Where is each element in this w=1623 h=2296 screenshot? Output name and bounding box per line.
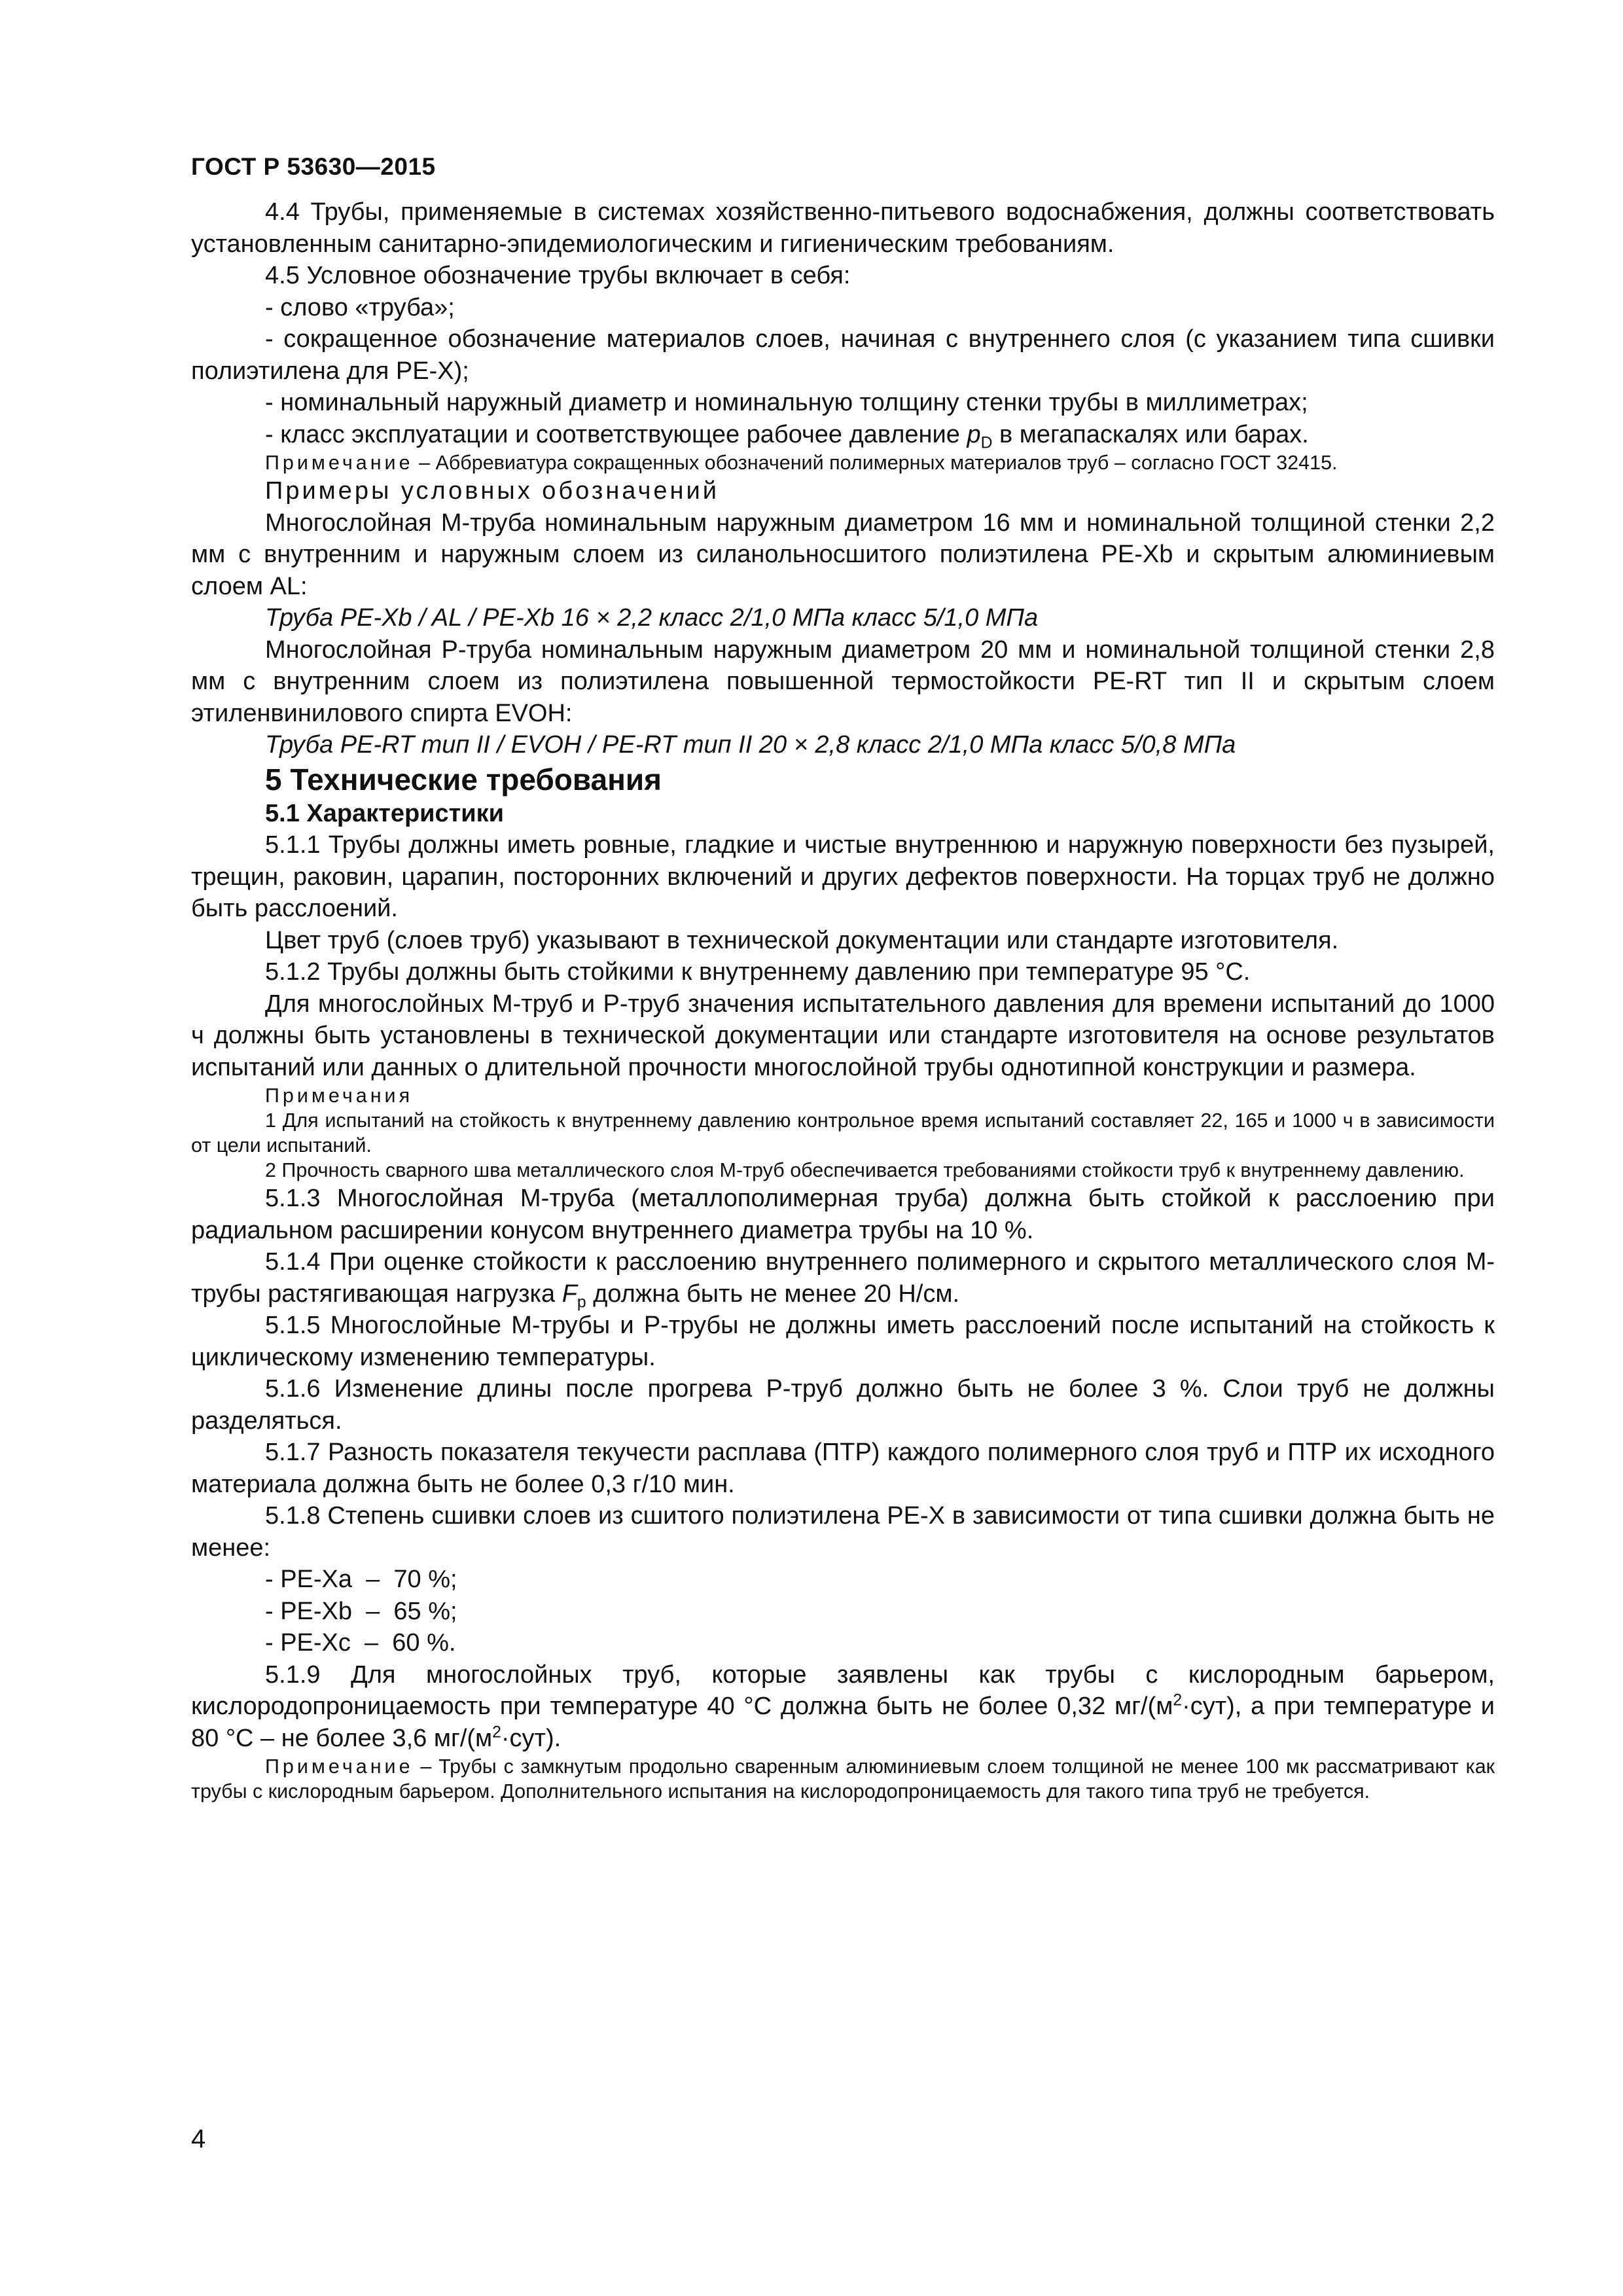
note-text: – Трубы с замкнутым продольно сваренным алюминиевым слоем толщиной не менее 100 мк рассматривают как трубы с кислородным барьером. Дополнительного испытания на кислородопроницаемость для такого типа труб не требуется. <box>191 1755 1495 1803</box>
paragraph-text: ·сут). <box>501 1724 562 1752</box>
list-item <box>191 419 1495 451</box>
list-item-text: - класс эксплуатации и соответствующее рабочее давление <box>265 420 967 448</box>
note-item: 1 Для испытаний на стойкость к внутреннему давлению контрольное время испытаний составляет 22, 165 и 1000 ч в зависимости от цели испытаний. <box>191 1109 1495 1157</box>
note-oxygen-barrier <box>191 1754 1495 1804</box>
superscript: 2 <box>1173 1691 1183 1710</box>
example-description: Многослойная М-труба номинальным наружным диаметром 16 мм и номинальной толщиной стенки 2,2 мм с внутренним и наружным слоем из силанольносшитого полиэтилена PE-Xb и скрытым алюминиевым слоем AL: <box>191 509 1495 600</box>
subsection-title: 5.1 Характеристики <box>265 799 505 827</box>
paragraph-text: 5.1.9 Для многослойных труб, которые заявлены как трубы с кислородным барьером, кислородопроницаемость при температуре 40 °С должна быть не более 0,32 мг/(м <box>191 1660 1495 1720</box>
paragraph-text: ·сут), а при температуре и 80 °С – не более 3,6 мг/(м <box>191 1693 1495 1752</box>
paragraph-5-1-7: 5.1.7 Разность показателя текучести расплава (ПТР) каждого полимерного слоя труб и ПТР их исходного материала должна быть не более 0,3 г/10 мин. <box>191 1439 1495 1498</box>
note-label: Примечание <box>265 1755 414 1778</box>
note-label: Примечание <box>265 452 414 474</box>
document-body <box>191 196 1495 1804</box>
examples-label: Примеры условных обозначений <box>265 477 719 505</box>
paragraph-text: должна быть не менее 20 Н/см. <box>586 1280 960 1308</box>
paragraph-5-1-3: 5.1.3 Многослойная М-труба (металлополимерная труба) должна быть стойкой к расслоению при радиальном расширении конусом внутреннего диаметра трубы на 10 %. <box>191 1185 1495 1244</box>
list-item: - PE-Xa – 70 %; <box>265 1566 457 1593</box>
list-item: - PE-Xb – 65 %; <box>265 1597 457 1625</box>
example-description: Многослойная Р-труба номинальным наружным диаметром 20 мм и номинальной толщиной стенки 2,8 мм с внутренним слоем из полиэтилена повышенной термостойкости PE-RT тип II и скрытым слоем этиленвинилового спирта EVOH: <box>191 636 1495 727</box>
note-abbreviations <box>191 450 1495 475</box>
notes-label: Примечания <box>265 1085 414 1107</box>
pressure-symbol: p <box>967 420 981 448</box>
pressure-subscript: D <box>980 434 993 452</box>
list-item: - слово «труба»; <box>265 293 455 321</box>
paragraph-text: 5.1.4 При оценке стойкости к расслоению внутреннего полимерного и скрытого металлического слоя М-трубы растягивающая нагрузка <box>191 1248 1495 1308</box>
section-title: 5 Технические требования <box>265 762 662 797</box>
paragraph-5-1-9 <box>191 1659 1495 1755</box>
paragraph-5-1-1: 5.1.1 Трубы должны иметь ровные, гладкие и чистые внутреннюю и наружную поверхности без пузырей, трещин, раковин, царапин, посторонних включений и других дефектов поверхности. На торцах труб не должно быть расслоений. <box>191 831 1495 922</box>
list-item: - PE-Xc – 60 %. <box>265 1629 456 1657</box>
paragraph-5-1-5: 5.1.5 Многослойные М-трубы и Р-трубы не должны иметь расслоений после испытаний на стойкость к циклическому изменению температуры. <box>191 1312 1495 1371</box>
paragraph-5-1-4 <box>191 1246 1495 1310</box>
paragraph-4-5: 4.5 Условное обозначение трубы включает в себя: <box>265 262 851 289</box>
list-item: - сокращенное обозначение материалов слоев, начиная с внутреннего слоя (с указанием типа сшивки полиэтилена для PE-X); <box>191 325 1495 385</box>
paragraph-color: Цвет труб (слоев труб) указывают в технической документации или стандарте изготовителя. <box>265 926 1339 954</box>
paragraph-4-4: 4.4 Трубы, применяемые в системах хозяйственно-питьевого водоснабжения, должны соответствовать установленным санитарно-эпидемиологическим и гигиеническим требованиям. <box>191 198 1495 258</box>
superscript: 2 <box>492 1723 501 1741</box>
force-symbol: F <box>562 1280 577 1308</box>
page-number: 4 <box>191 2125 206 2153</box>
example-designation: Труба PE-Xb / AL / PE-Xb 16 × 2,2 класс 2/1,0 МПа класс 5/1,0 МПа <box>265 604 1039 632</box>
paragraph-5-1-8: 5.1.8 Степень сшивки слоев из сшитого полиэтилена PE-X в зависимости от типа сшивки должна быть не менее: <box>191 1502 1495 1562</box>
list-item-text: в мегапаскалях или барах. <box>992 420 1309 448</box>
document-header: ГОСТ Р 53630—2015 <box>191 153 436 180</box>
paragraph-5-1-6: 5.1.6 Изменение длины после прогрева Р-труб должно быть не более 3 %. Слои труб не должны разделяться. <box>191 1375 1495 1435</box>
example-designation: Труба PE-RT тип II / EVOH / PE-RT тип II 20 × 2,8 класс 2/1,0 МПа класс 5/0,8 МПа <box>265 731 1236 759</box>
paragraph-5-1-2: 5.1.2 Трубы должны быть стойкими к внутреннему давлению при температуре 95 °С. <box>265 958 1251 986</box>
list-item: - номинальный наружный диаметр и номинальную толщину стенки трубы в миллиметрах; <box>265 389 1308 416</box>
note-item: 2 Прочность сварного шва металлического слоя М-труб обеспечивается требованиями стойкости труб к внутреннему давлению. <box>265 1159 1465 1181</box>
paragraph-5-1-2-test-pressure: Для многослойных М-труб и Р-труб значения испытательного давления для времени испытаний до 1000 ч должны быть установлены в технической документации или стандарте изготовителя на основе результатов испытаний или данных о длительной прочности многослойной трубы однотипной конструкции и размера. <box>191 990 1495 1081</box>
note-text: – Аббревиатура сокращенных обозначений полимерных материалов труб – согласно ГОСТ 32415. <box>413 452 1338 474</box>
force-subscript: p <box>577 1293 586 1312</box>
